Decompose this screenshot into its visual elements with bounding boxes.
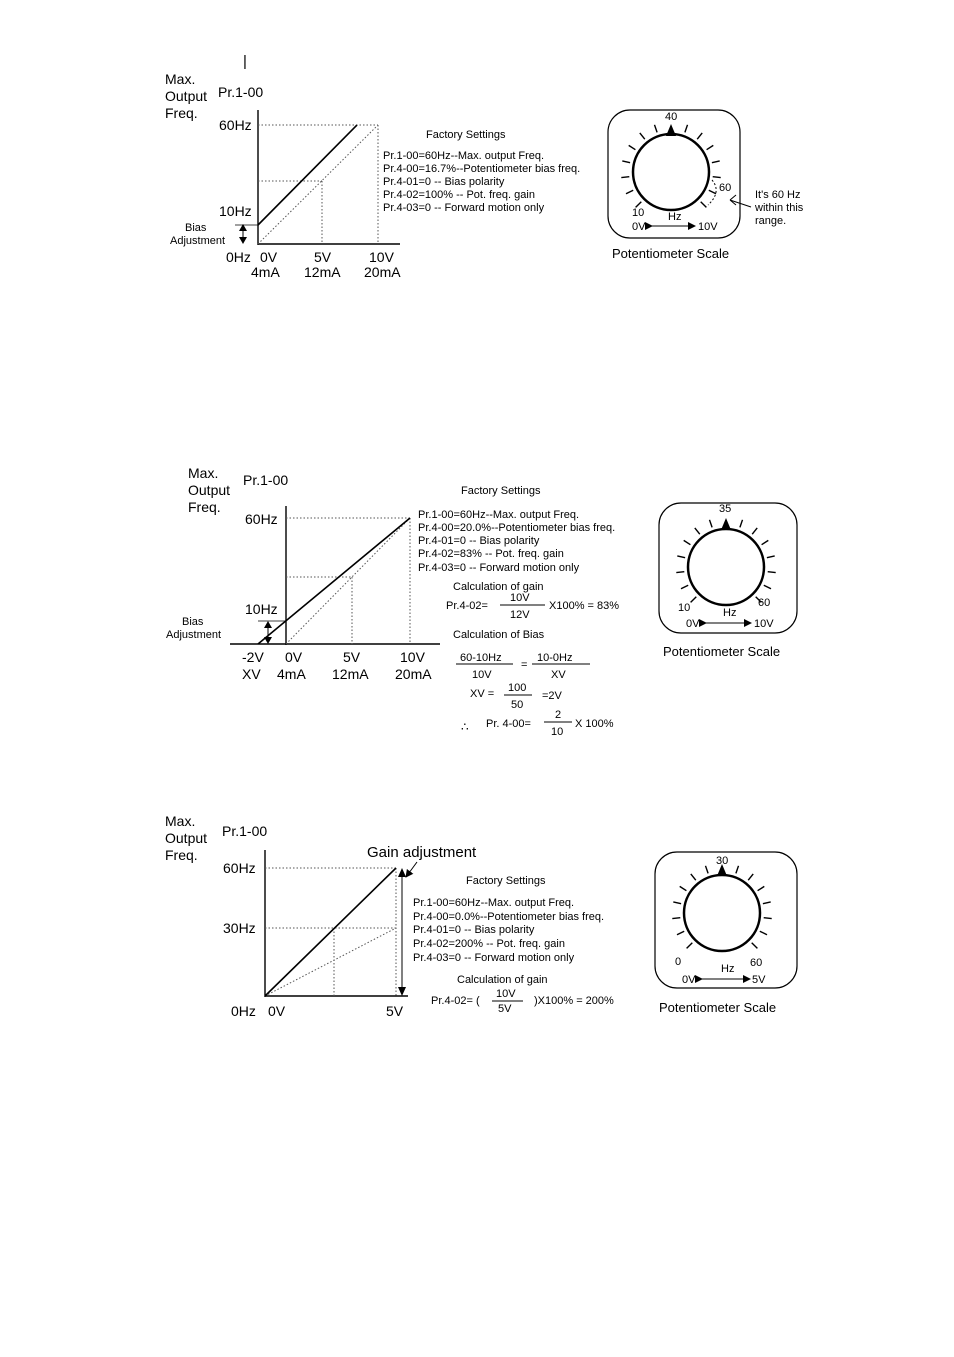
potentiometer-knob [608, 110, 740, 238]
svg-text:10-0Hz: 10-0Hz [537, 652, 573, 664]
svg-text:It's 60 Hz: It's 60 Hz [755, 189, 801, 201]
knob-tick [748, 874, 753, 880]
knob-tick [681, 585, 688, 589]
x-tick-label: 10V [400, 649, 425, 665]
factory-title: Factory Settings [426, 129, 506, 141]
gain-calc [446, 592, 619, 621]
svg-text:10V: 10V [510, 592, 530, 604]
knob-tick [687, 943, 693, 949]
x-tick-label: 0V [285, 649, 303, 665]
diagram-1 [165, 71, 804, 280]
svg-text:=: = [521, 659, 528, 671]
x-tick-label: 10V [369, 249, 394, 265]
output-line [265, 868, 396, 996]
bias-calc [456, 652, 614, 738]
svg-text:Pr.4-00=20.0%--Potentiometer b: Pr.4-00=20.0%--Potentiometer bias freq. [418, 522, 616, 534]
svg-text:60-10Hz: 60-10Hz [460, 652, 502, 664]
x-tick-label: 0V [268, 1003, 286, 1019]
svg-text:Pr.1-00=60Hz--Max. output Freq: Pr.1-00=60Hz--Max. output Freq. [383, 150, 545, 162]
svg-text:Output: Output [165, 88, 208, 104]
knob-tick [685, 125, 688, 133]
svg-text:XV =: XV = [470, 688, 495, 700]
knob-tick [707, 145, 714, 149]
knob-top-value: 30 [716, 855, 729, 867]
gain-calc-title: Calculation of gain [453, 581, 544, 593]
knob-v-low: 0V [632, 221, 646, 233]
knob-min-value: 10 [678, 602, 691, 614]
knob-v-high: 10V [754, 618, 774, 630]
svg-text:Max.: Max. [165, 813, 196, 829]
svg-text:)X100% = 200%: )X100% = 200% [534, 995, 614, 1007]
knob-tick [691, 874, 696, 880]
knob-tick [762, 540, 769, 544]
pot-scale-label: Potentiometer Scale [663, 644, 781, 659]
factory-settings [413, 897, 604, 964]
knob-tick [673, 902, 681, 904]
knob-max-value: 60 [758, 597, 771, 609]
diagram-3 [165, 813, 797, 1019]
knob-tick [760, 931, 767, 935]
y-tick-30hz: 30Hz [223, 920, 256, 936]
reference-line [258, 125, 378, 244]
knob-dial [633, 134, 709, 210]
svg-text:range.: range. [755, 215, 787, 227]
x-tick-label: 4mA [277, 666, 306, 682]
svg-text:Pr.4-00=0.0%--Potentiometer bi: Pr.4-00=0.0%--Potentiometer bias freq. [413, 911, 605, 923]
svg-text:within this: within this [755, 202, 804, 214]
knob-tick [767, 556, 775, 558]
knob-tick [622, 161, 630, 163]
svg-text:∴: ∴ [461, 720, 469, 734]
knob-v-high: 5V [752, 974, 766, 986]
knob-tick [706, 866, 709, 874]
svg-text:Pr.1-00=60Hz--Max. output Freq: Pr.1-00=60Hz--Max. output Freq. [413, 897, 575, 909]
output-line [258, 125, 357, 225]
svg-text:Pr.4-01=0 -- Bias polarity: Pr.4-01=0 -- Bias polarity [418, 535, 540, 547]
potentiometer-knob [655, 852, 797, 988]
knob-top-value: 40 [665, 111, 678, 123]
svg-text:10V: 10V [472, 669, 492, 681]
y-tick-10hz: 10Hz [245, 601, 278, 617]
y-tick-60hz: 60Hz [223, 860, 256, 876]
knob-tick [672, 918, 680, 919]
gain-pointer-arrow [406, 862, 417, 877]
knob-tick [677, 556, 685, 558]
svg-text:XV: XV [551, 669, 566, 681]
bias-label: Bias [185, 222, 207, 234]
svg-text:Max.: Max. [165, 71, 196, 87]
knob-tick [680, 886, 687, 890]
x-tick-label: 5V [314, 249, 332, 265]
knob-tick [710, 520, 713, 528]
knob-tick [736, 866, 739, 874]
potentiometer-knob [659, 503, 797, 633]
knob-tick [712, 161, 720, 163]
x-tick-label: 5V [343, 649, 361, 665]
knob-tick [626, 190, 633, 194]
svg-text:Pr.4-02=: Pr.4-02= [446, 600, 488, 612]
x-tick-label: 20mA [395, 666, 432, 682]
svg-text:10V: 10V [496, 988, 516, 1000]
svg-text:Pr.4-02=83% -- Pot. freq. gain: Pr.4-02=83% -- Pot. freq. gain [418, 548, 564, 560]
factory-title: Factory Settings [466, 875, 546, 887]
reference-line [286, 518, 410, 644]
knob-max-value: 60 [750, 957, 763, 969]
y-axis-label [165, 71, 207, 121]
svg-text:Freq.: Freq. [188, 499, 221, 515]
svg-text:=2V: =2V [542, 690, 562, 702]
bias-label: Adjustment [166, 629, 222, 641]
x-tick-label: 20mA [364, 264, 401, 280]
knob-tick [691, 597, 697, 603]
knob-tick [758, 886, 765, 890]
svg-text:Freq.: Freq. [165, 847, 198, 863]
knob-tick [768, 572, 776, 573]
y-tick-60hz: 60Hz [245, 511, 278, 527]
knob-tick [695, 528, 700, 534]
x-tick-label: 4mA [251, 264, 280, 280]
svg-text:Pr.4-00=16.7%--Potentiometer b: Pr.4-00=16.7%--Potentiometer bias freq. [383, 163, 581, 175]
knob-pointer-icon [721, 518, 731, 530]
svg-text:Pr.4-03=0 -- Forward motion on: Pr.4-03=0 -- Forward motion only [383, 202, 545, 214]
knob-tick [697, 133, 702, 139]
gain-calc-title: Calculation of gain [457, 974, 548, 986]
svg-text:Pr. 4-00=: Pr. 4-00= [486, 718, 531, 730]
x-tick-label: XV [242, 666, 261, 682]
knob-v-low: 0V [686, 618, 700, 630]
param-label: Pr.1-00 [218, 84, 264, 100]
knob-tick [752, 528, 757, 534]
factory-title: Factory Settings [461, 485, 541, 497]
svg-text:Pr.1-00=60Hz--Max. output Freq: Pr.1-00=60Hz--Max. output Freq. [418, 509, 580, 521]
svg-text:Pr.4-03=0 -- Forward motion on: Pr.4-03=0 -- Forward motion only [418, 562, 580, 574]
y-axis-label [165, 813, 207, 863]
knob-tick [713, 177, 721, 178]
knob-tick [655, 125, 658, 133]
y-tick-0hz: 0Hz [226, 249, 251, 265]
svg-text:Max.: Max. [188, 465, 219, 481]
knob-hz-label: Hz [668, 211, 682, 223]
svg-text:Pr.4-03=0 -- Forward motion on: Pr.4-03=0 -- Forward motion only [413, 952, 575, 964]
y-axis-label [188, 465, 230, 515]
knob-tick [764, 918, 772, 919]
knob-v-high: 10V [698, 221, 718, 233]
knob-pointer-icon [666, 124, 676, 136]
svg-text:12V: 12V [510, 609, 530, 621]
knob-min-value: 10 [632, 207, 645, 219]
knob-hz-label: Hz [723, 607, 737, 619]
svg-text:Freq.: Freq. [165, 105, 198, 121]
knob-tick [677, 931, 684, 935]
gain-adjust-label: Gain adjustment [367, 844, 477, 861]
knob-dial [688, 529, 764, 605]
x-tick-label: 5V [386, 1003, 404, 1019]
svg-text:Pr.4-01=0 -- Bias polarity: Pr.4-01=0 -- Bias polarity [413, 924, 535, 936]
knob-dial [684, 875, 760, 951]
range-note [754, 189, 804, 227]
svg-text:X100% = 83%: X100% = 83% [549, 600, 620, 612]
svg-text:100: 100 [508, 682, 527, 694]
knob-min-value: 0 [675, 956, 682, 968]
diagram-2 [166, 465, 797, 738]
param-label: Pr.1-00 [222, 823, 268, 839]
param-label: Pr.1-00 [243, 472, 289, 488]
bias-calc-title: Calculation of Bias [453, 629, 545, 641]
knob-tick [752, 943, 758, 949]
svg-text:Output: Output [165, 830, 208, 846]
knob-tick [740, 520, 743, 528]
knob-tick [684, 540, 691, 544]
factory-settings [418, 509, 615, 574]
pot-scale-label: Potentiometer Scale [612, 246, 730, 261]
x-tick-label: 12mA [332, 666, 369, 682]
x-tick-label: -2V [242, 649, 264, 665]
knob-tick [763, 902, 771, 904]
knob-tick [676, 572, 684, 573]
y-tick-0hz: 0Hz [231, 1003, 256, 1019]
factory-settings [383, 150, 580, 214]
knob-tick [709, 190, 716, 194]
svg-text:2: 2 [555, 709, 562, 721]
knob-tick [640, 133, 645, 139]
svg-text:Pr.4-02= (: Pr.4-02= ( [431, 995, 480, 1007]
svg-text:50: 50 [511, 699, 524, 711]
knob-tick [764, 585, 771, 589]
svg-text:Pr.4-02=100% -- Pot. freq. gai: Pr.4-02=100% -- Pot. freq. gain [383, 189, 535, 201]
svg-text:10: 10 [551, 726, 564, 738]
knob-hz-label: Hz [721, 963, 735, 975]
svg-text:5V: 5V [498, 1003, 512, 1015]
x-tick-label: 12mA [304, 264, 341, 280]
svg-text:Output: Output [188, 482, 231, 498]
knob-tick [629, 145, 636, 149]
knob-tick [701, 202, 707, 208]
gain-calc [431, 988, 614, 1015]
svg-text:Pr.4-02=200% -- Pot. freq. gai: Pr.4-02=200% -- Pot. freq. gain [413, 938, 565, 950]
bias-label: Adjustment [170, 235, 226, 247]
output-line [258, 518, 410, 644]
page-mark: | [243, 53, 247, 70]
y-tick-10hz: 10Hz [219, 203, 252, 219]
reference-line [265, 928, 396, 996]
knob-v-low: 0V [682, 974, 696, 986]
knob-max-value: 60 [719, 182, 732, 194]
x-tick-label: 0V [260, 249, 278, 265]
y-tick-60hz: 60Hz [219, 117, 252, 133]
svg-text:X 100%: X 100% [575, 718, 614, 730]
bias-label: Bias [182, 616, 204, 628]
knob-top-value: 35 [719, 503, 732, 515]
pot-scale-label: Potentiometer Scale [659, 1000, 777, 1015]
svg-text:Pr.4-01=0 -- Bias polarity: Pr.4-01=0 -- Bias polarity [383, 176, 505, 188]
knob-tick [621, 177, 629, 178]
